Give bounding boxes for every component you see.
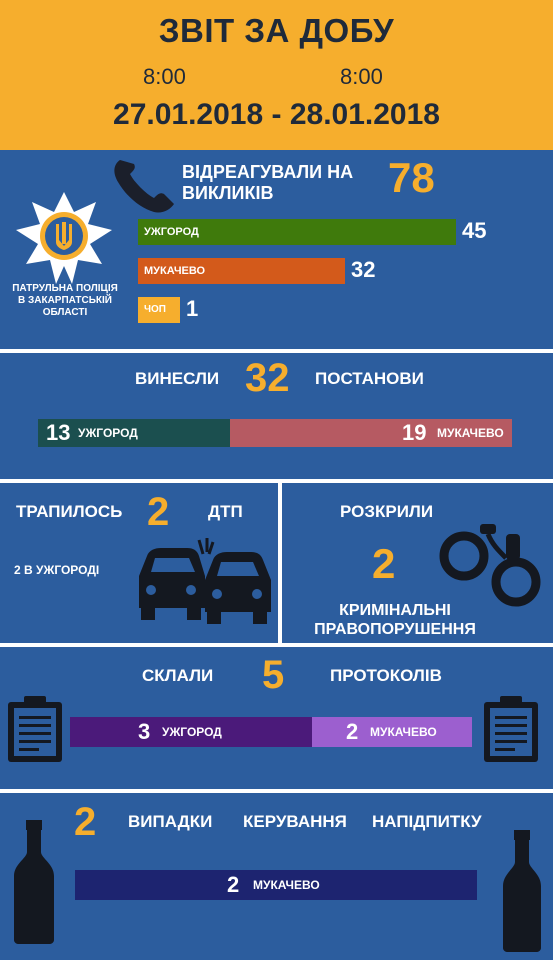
accidents-total: 2	[147, 490, 170, 534]
calls-label: ВІДРЕАГУВАЛИ НА ВИКЛИКІВ	[182, 162, 354, 203]
mukachevo-drunk-value: 2	[227, 872, 240, 897]
crashed-cars-icon	[133, 536, 273, 637]
bottle-icon	[10, 818, 58, 949]
protocols-total: 5	[262, 653, 285, 697]
resolutions-left-label: ВИНЕСЛИ	[135, 369, 220, 388]
chop-calls-name: ЧОП	[144, 304, 166, 315]
accidents-left-label: ТРАПИЛОСЬ	[16, 502, 123, 521]
calls-total: 78	[388, 154, 435, 201]
mukachevo-calls-value: 32	[351, 257, 376, 282]
chop-calls-value: 1	[186, 296, 199, 321]
clipboard-icon	[6, 694, 64, 769]
mukachevo-resolutions-value: 19	[402, 420, 427, 445]
crimes-total: 2	[372, 540, 396, 587]
mukachevo-drunk-bar	[75, 870, 477, 900]
section-divider	[0, 479, 553, 483]
protocols-right-label: ПРОТОКОЛІВ	[330, 666, 442, 685]
crimes-description-line2: ПРАВОПОРУШЕННЯ	[314, 621, 476, 638]
police-label: ПАТРУЛЬНА ПОЛІЦІЯ В ЗАКАРПАТСЬКІЙ ОБЛАСТІ	[12, 283, 118, 318]
crimes-description-line1: КРИМІНАЛЬНІ	[339, 602, 451, 619]
mukachevo-protocols-bar	[312, 717, 472, 747]
uzhhorod-resolutions-name: УЖГОРОД	[78, 426, 138, 440]
accidents-right-label: ДТП	[208, 502, 243, 521]
end-time: 8:00	[340, 64, 383, 89]
handcuffs-icon	[436, 514, 544, 615]
page-title: ЗВІТ ЗА ДОБУ	[158, 12, 395, 49]
section-vertical-divider	[278, 483, 282, 645]
police-badge-icon	[14, 190, 114, 295]
mukachevo-calls-name: МУКАЧЕВО	[144, 265, 206, 277]
phone-icon	[110, 156, 178, 219]
crimes-label: РОЗКРИЛИ	[340, 502, 434, 521]
mukachevo-resolutions-name: МУКАЧЕВО	[437, 426, 504, 440]
resolutions-right-label: ПОСТАНОВИ	[315, 369, 424, 388]
uzhhorod-protocols-value: 3	[138, 719, 151, 744]
drunk-word-cases: ВИПАДКИ	[128, 812, 213, 831]
section-divider	[0, 789, 553, 793]
bottle-icon	[499, 828, 545, 957]
mukachevo-drunk-name: МУКАЧЕВО	[253, 878, 320, 892]
drunk-word-intoxicated: НАПІДПИТКУ	[372, 812, 482, 831]
mukachevo-protocols-name: МУКАЧЕВО	[370, 725, 437, 739]
uzhhorod-calls-bar	[138, 219, 456, 245]
drunk-total: 2	[74, 800, 97, 844]
section-divider	[0, 643, 553, 647]
drunk-word-driving: КЕРУВАННЯ	[243, 812, 347, 831]
mukachevo-resolutions-bar	[230, 419, 512, 447]
uzhhorod-calls-name: УЖГОРОД	[144, 226, 199, 238]
date-range: 27.01.2018 - 28.01.2018	[113, 98, 440, 131]
protocols-left-label: СКЛАЛИ	[142, 666, 214, 685]
uzhhorod-resolutions-value: 13	[46, 420, 71, 445]
mukachevo-protocols-value: 2	[346, 719, 359, 744]
clipboard-icon	[482, 694, 540, 769]
chop-calls-bar	[138, 297, 180, 323]
resolutions-total: 32	[245, 356, 290, 400]
mukachevo-calls-bar	[138, 258, 345, 284]
section-divider	[0, 349, 553, 353]
uzhhorod-calls-value: 45	[462, 218, 487, 243]
start-time: 8:00	[143, 64, 186, 89]
uzhhorod-protocols-name: УЖГОРОД	[162, 725, 222, 739]
uzhhorod-resolutions-bar	[38, 419, 230, 447]
accidents-note: 2 В УЖГОРОДІ	[14, 563, 100, 577]
uzhhorod-protocols-bar	[70, 717, 312, 747]
